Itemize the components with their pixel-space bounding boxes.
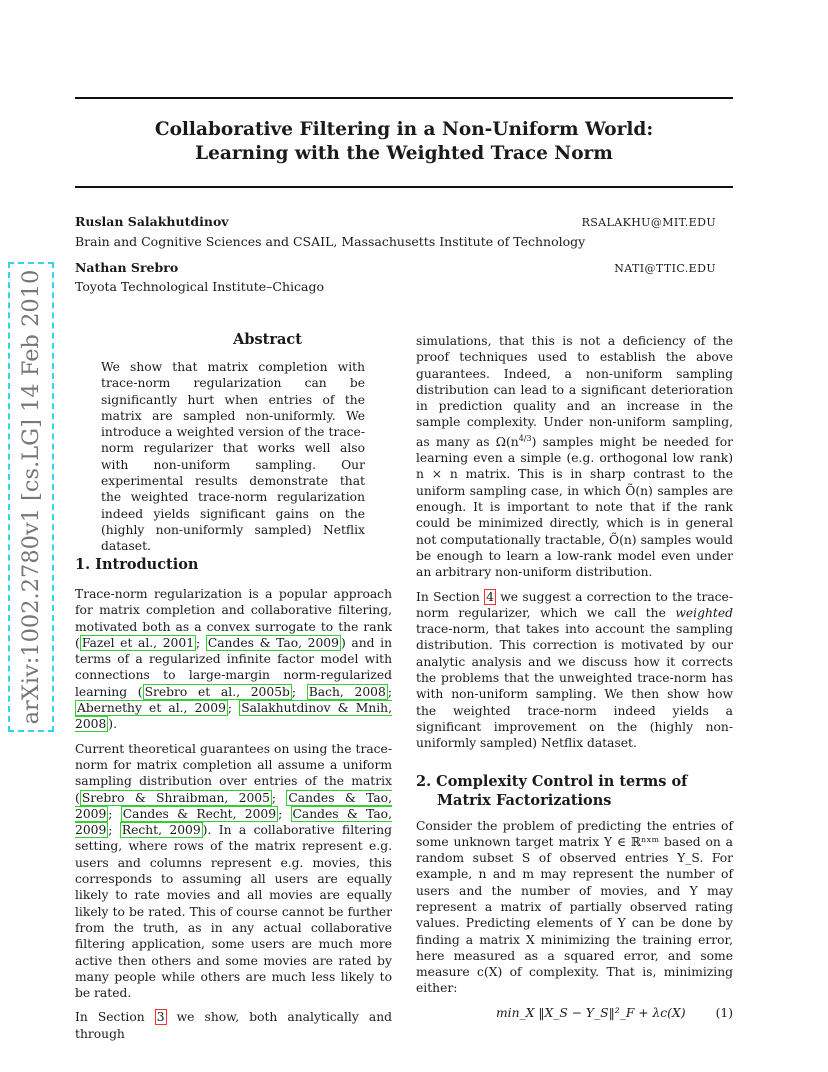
citation-link[interactable]: Candes & Tao, 2009 — [75, 806, 392, 838]
abstract-heading: Abstract — [233, 331, 302, 348]
author-name-1: Ruslan Salakhutdinov — [75, 214, 229, 229]
left-column — [75, 555, 392, 1050]
top-rule — [75, 97, 733, 99]
author-name-2: Nathan Srebro — [75, 260, 179, 275]
equation-number: (1) — [715, 1005, 733, 1020]
citation-link[interactable]: Candes & Tao, 2009 — [75, 790, 392, 821]
intro-paragraph-4: In Section 4 we suggest a correction to the trace-norm regularizer, which we call the weighted trace-norm, that takes into account the sampling distribution. This correction is motivated by our analytic analysis and we discuss how it corrects the problems that the unweighted trace-norm has with non-uniform sampling. We then show how the weighted trace-norm indeed yields a significant improvement on the (highly non-uniformly sampled) Netflix dataset. — [416, 589, 733, 751]
intro-paragraph-1: Trace-norm regularization is a popular approach for matrix completion and collaborative filtering, motivated both as a convex surrogate to the rank ( Fazel et al., 2001 ; Candes & Tao, 2009 ) and in terms of a regularized infinite factor model with connections to large-margin norm-regularized learning ( Srebro et al., 2005b ; Bach, 2008 ; Abernethy et al., 2009 ; Salakhutdinov & Mnih, 2008 ). — [75, 587, 393, 732]
citation-link[interactable]: Srebro & Shraibman, 2005 — [81, 790, 270, 805]
citation-link[interactable]: Candes & Recht, 2009 — [122, 806, 277, 821]
equation-1 — [416, 1005, 733, 1021]
title-bottom-rule — [75, 186, 733, 188]
author-email-2[interactable]: NATI@TTIC.EDU — [614, 262, 716, 275]
author-email-1[interactable]: RSALAKHU@MIT.EDU — [581, 216, 716, 229]
intro-paragraph-3-start: In Section 3 we show, both analytically and through — [75, 1010, 392, 1041]
citation-link[interactable]: Candes & Tao, 2009 — [207, 635, 339, 650]
section-heading-complexity: 2. Complexity Control in terms of Matrix Factorizations — [416, 772, 688, 809]
citation-link[interactable]: Bach, 2008 — [308, 684, 386, 699]
author-affiliation-2: Toyota Technological Institute–Chicago — [75, 279, 325, 294]
author-affiliation-1: Brain and Cognitive Sciences and CSAIL, Massachusetts Institute of Technology — [75, 234, 586, 249]
intro-paragraph-2: Current theoretical guarantees on using the trace-norm for matrix completion all assume a uniform sampling distribution over entries of the matrix ( Srebro & Shraibman, 2005 ; Candes & Tao, 2009 ; Candes & Recht, 2009 ; Candes & Tao, 2009 ; Recht, 2009 ). In a collaborative filtering setting, where rows of the matrix represent e.g. users and columns represent e.g. movies, this corresponds to assuming all users are equally likely to rate movies and all movies are equally likely to be rated. This of course cannot be further from the truth, as in any actual collaborative filtering application, some users are much more active then others and some movies are rated by many people while others are much less likely to be rated. — [75, 741, 392, 1001]
section-ref-link[interactable]: 4 — [486, 589, 494, 604]
abstract-text: We show that matrix completion with trace-norm regularization can be significantly hurt when entries of the matrix are sampled non-uniformly. We introduce a weighted version of the trace-norm regularizer that works well also with non-uniform sampling. Our experimental results demonstrate that the weighted trace-norm regularization indeed yields significant gains on the (highly non-uniformly sampled) Netflix dataset. — [101, 360, 365, 554]
section-ref-link[interactable]: 3 — [156, 1010, 165, 1025]
citation-link[interactable]: Abernethy et al., 2009 — [77, 701, 226, 716]
section-heading-introduction: 1. Introduction — [75, 556, 199, 573]
intro-paragraph-3-cont: simulations, that this is not a deficiency of the proof techniques used to establish the above guarantees. Indeed, a non-uniform sampling distribution can lead to a significant deterioration in prediction quality and an increase in the sample complexity. Under non-uniform sampling, as many as $\Omega(n^{4/3})$ samples might be needed for learning even a simple (e.g. orthogonal low rank) n × n matrix. This is in sharp contrast to the uniform sampling case, in which Õ(n) samples are enough. It is important to note that if the rank could be minimized directly, which is in general not computationally tractable, Õ(n) samples would be enough to learn a low-rank model even under an arbitrary non-uniform distribution. — [416, 334, 733, 580]
citation-link[interactable]: Recht, 2009 — [121, 823, 201, 838]
citation-link[interactable]: Fazel et al., 2001 — [81, 635, 195, 650]
complexity-paragraph-1: Consider the problem of predicting the entries of some unknown target matrix Y ∈ ℝⁿˣᵐ based on a random subset S of observed entries Y_S. For example, n and m may represent the number of users and the number of movies, and Y may represent a matrix of partially observed rating values. Predicting elements of Y can be done by finding a matrix X minimizing the training error, here measured as a squared error, and some measure c(X) of complexity. That is, minimizing either: — [416, 818, 733, 996]
citation-link[interactable]: Srebro et al., 2005b — [144, 684, 290, 699]
right-column — [416, 333, 733, 1021]
citation-link[interactable]: Salakhutdinov & Mnih, 2008 — [75, 701, 392, 732]
arxiv-identifier: arXiv:1002.2780v1 [cs.LG] 14 Feb 2010 — [18, 269, 44, 725]
paper-title: Collaborative Filtering in a Non-Uniform World: Learning with the Weighted Trace Norm — [154, 119, 654, 164]
equation-body: min_X ‖X_S − Y_S‖²_F + λc(X) — [496, 1005, 686, 1020]
